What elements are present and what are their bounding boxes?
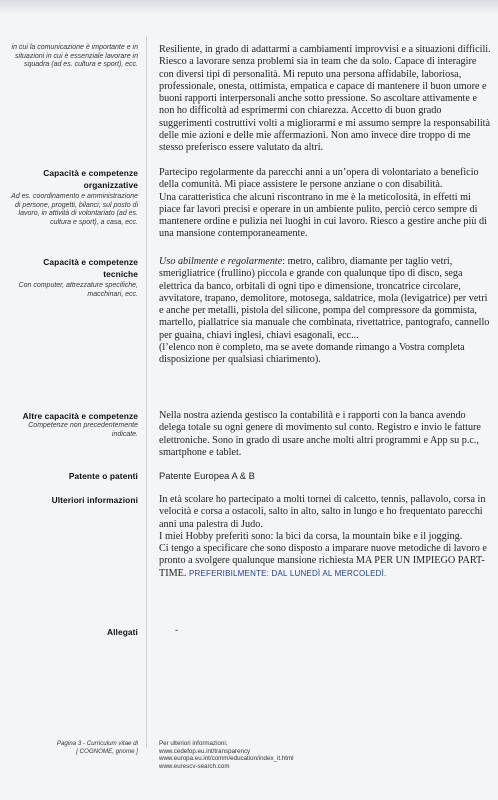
social-skills-text: Resiliente, in grado di adattarmi a cambiamenti improvvisi e a situazioni difficili. Riesco a lavorare senza problemi sia in team che da solo. Capace di interagire con diversi tipi di personalità. Mi reputo una persona affidabile, laboriosa, professionale, onesta, ottimista, empatica e capace di mantenere il buon umore e buoni rapporti interpersonali anche sotto pressione. So ascoltare attivamente e non ho difficoltà ad esprimermi con chiarezza. Accetto di buon grado suggerimenti costruttivi volti a migliorarmi e mi assumo sempre la responsabilità delle mie azioni e delle mie affermazioni. Non amo invece dire troppo di me stesso preferisco essere valutato da altri. xyxy=(159,44,491,154)
org-skills-note: Ad es. coordinamento e amministrazione di persone, progetti, bilanci; sul posto di lavoro, in attività di volontariato (ad es. cultura e sport), a casa, ecc. xyxy=(11,193,138,226)
tech-skills-heading: Capacità e competenze tecniche xyxy=(43,257,138,279)
footer-link[interactable]: www.cedefop.eu.int/transparency xyxy=(159,747,251,755)
further-info-heading: Ulteriori informazioni xyxy=(51,495,138,505)
availability-note: PREFERIBILMENTE: DAL LUNEDÌ AL MERCOLEDÌ. xyxy=(189,568,387,578)
other-skills-heading: Altre capacità e competenze xyxy=(22,411,138,421)
footer-links: Per ulteriori informazioni: www.cedefop.eu.int/transparency www.europa.eu.int/comm/education/index_it.html www.eurescv-search.com xyxy=(159,740,489,770)
social-skills-note: in cui la comunicazione è importante e in situazioni in cui è essenziale lavorare in squadra (ad es. cultura e sport), ecc. xyxy=(11,44,138,69)
other-skills-label xyxy=(6,410,138,439)
license-text: Patente Europea A & B xyxy=(159,470,255,481)
tech-skills-text: Uso abilmente e regolarmente: metro, calibro, diamante per taglio vetri, smerigliatrice (frullino) piccola e grande con qualunque tipo di disco, sega elettrica da banco, orbitali di ogni tipo e dimensione, troncatrice circolare, avvitatore, trapano, demolitore, motosega, saldatrice, mola (levigatrice) per vetri e anche per metalli, pistola del silicone, pompa del compressore da gommista, martello, piallatrice sia manuale che combinata, rivettatrice, pantografo, cannello per guaina, chiavi inglesi, chiavi esagonali, ecc... (l’elenco non è completo, ma se avete domande rimango a Vostra completa disposizione per qualsiasi chiarimento). xyxy=(159,256,490,366)
other-skills-note: Competenze non precedentemente indicate. xyxy=(28,422,138,438)
other-skills-text: Nella nostra azienda gestisco la contabilità e i rapporti con la banca avendo delega totale su ogni genere di movimento sul conto. Registro e invio le fatture elettroniche. Sono in grado di usare anche molti altri programmi e App su p.c., smartphone e tablet. xyxy=(159,410,481,458)
license-heading: Patente o patenti xyxy=(68,471,138,481)
org-skills-text: Partecipo regolarmente da parecchi anni a un’opera di volontariato a beneficio della comunità. Mi piace assistere le persone anziane o con disabilità. Una caratteristica che alcuni riscontrano in me è la meticolosità, in effetti mi piace far lavori precisi e operare in un ambiente pulito, perciò cerco sempre di mantenere ordine e pulizia nei luoghi in cui lavoro. Riesco a gestire anche più di una mansione contemporaneamente. xyxy=(159,167,487,240)
further-info-text: In età scolare ho partecipato a molti tornei di calcetto, tennis, pallavolo, corsa in velocità e corsa a ostacoli, salto in alto, salto in lungo e ho frequentato parecchi anni una palestra di Judo. I miei Hobby preferiti sono: la bici da corsa, la mountain bike e il jogging. Ci tengo a specificare che sono disposto a imparare nuove metodiche di lavoro e pronto a svolgere qualunque mansione richiesta MA PER UN IMPIEGO PART-TIME. PREFERIBILMENTE: DAL LUNEDÌ AL MERCOLEDÌ. xyxy=(159,494,487,579)
attachments-heading: Allegati xyxy=(106,627,138,637)
attachments-text: - xyxy=(175,624,179,635)
footer-link[interactable]: www.europa.eu.int/comm/education/index_it.html xyxy=(159,755,294,763)
org-skills-label xyxy=(6,167,138,227)
tech-skills-label xyxy=(6,256,138,299)
footer-page-info: Pagina 3 - Curriculum vitae di [ COGNOME, gnome ] xyxy=(56,740,138,755)
org-skills-heading: Capacità e competenze organizzative xyxy=(43,168,138,190)
tech-skills-note: Con computer, attrezzature specifiche, macchinari, ecc. xyxy=(18,282,138,298)
top-shadow xyxy=(0,0,498,14)
column-divider xyxy=(146,36,147,748)
footer-link[interactable]: www.eurescv-search.com xyxy=(159,762,230,770)
